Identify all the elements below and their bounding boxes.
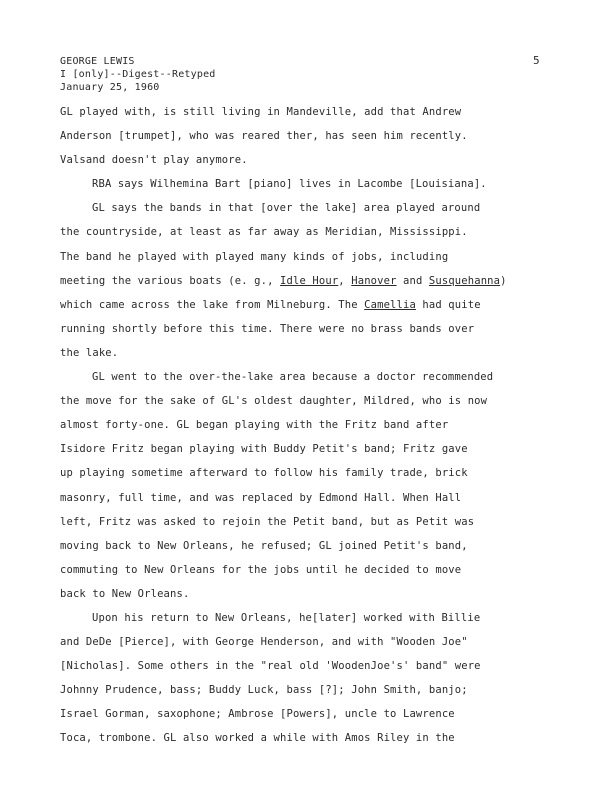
text-line — [60, 365, 560, 389]
text-span: had quite — [415, 298, 481, 311]
text-line — [60, 245, 560, 269]
text-line — [60, 630, 560, 654]
text-span: up playing sometime afterward to follow his family trade, brick — [60, 467, 468, 480]
text-span: Upon his return to New Orleans, he[later] worked with Billie — [92, 611, 481, 624]
text-line — [60, 172, 560, 196]
text-line — [60, 413, 560, 437]
header-reel: I [only]--Digest--Retyped — [60, 69, 216, 80]
text-span: GL played with, is still living in Mandeville, add that Andrew — [60, 106, 462, 118]
text-span: masonry, full time, and was replaced by Edmond Hall. When Hall — [60, 491, 462, 504]
text-span: Toca, trombone. GL also worked a while with Amos Riley in the — [60, 732, 455, 745]
text-span: ) — [500, 274, 507, 287]
text-line — [60, 100, 560, 124]
text-line — [60, 606, 560, 630]
text-span: RBA says Wilhemina Bart [piano] lives in Lacombe [Louisiana]. — [92, 178, 487, 191]
text-line — [60, 654, 560, 678]
text-line — [60, 317, 560, 341]
text-span: the countryside, at least as far away as Meridian, Mississippi. — [60, 226, 468, 239]
text-line — [60, 220, 560, 244]
text-span: the move for the sake of GL's oldest daughter, Mildred, who is now — [60, 395, 488, 408]
text-line — [60, 702, 560, 726]
text-span: almost forty-one. GL began playing with the Fritz band after — [60, 419, 449, 432]
text-line — [60, 148, 560, 172]
text-line — [60, 341, 560, 365]
text-line — [60, 486, 560, 510]
text-span: and — [396, 274, 429, 287]
transcript-body — [60, 100, 560, 751]
text-line — [60, 293, 560, 317]
text-line — [60, 678, 560, 702]
text-line — [60, 510, 560, 534]
text-span: moving back to New Orleans, he refused; GL joined Petit's band, — [60, 539, 468, 552]
page-number: 5 — [533, 54, 540, 67]
text-line — [60, 534, 560, 558]
text-line — [60, 389, 560, 413]
text-span: [Nicholas]. Some others in the "real old 'WoodenJoe's' band" were — [60, 660, 481, 673]
header-name: GEORGE LEWIS — [60, 56, 135, 67]
text-span: left, Fritz was asked to rejoin the Petit band, but as Petit was — [60, 515, 475, 528]
header-date: January 25, 1960 — [60, 82, 160, 93]
text-line — [60, 461, 560, 485]
text-span: meeting the various boats (e. g., — [60, 274, 281, 287]
text-line — [60, 437, 560, 461]
text-span: which came across the lake from Milneburg. The — [60, 298, 365, 311]
text-span: running shortly before this time. There were no brass bands over — [60, 322, 475, 335]
text-span: back to New Orleans. — [60, 587, 190, 600]
text-line — [60, 582, 560, 606]
text-span: Anderson [trumpet], who was reared ther, has seen him recently. — [60, 130, 468, 143]
underlined-title: Susquehanna — [428, 274, 501, 287]
text-span: The band he played with played many kinds of jobs, including — [60, 250, 449, 263]
text-span: Valsand doesn't play anymore. — [60, 154, 248, 167]
text-span: , — [338, 274, 352, 287]
text-line — [60, 558, 560, 582]
text-span: the lake. — [60, 346, 119, 359]
text-span: GL went to the over-the-lake area because a doctor recommended — [92, 371, 494, 384]
text-span: Isidore Fritz began playing with Buddy Petit's band; Fritz gave — [60, 443, 468, 456]
underlined-title: Idle Hour — [280, 274, 339, 287]
document-header — [60, 55, 216, 94]
text-line — [60, 196, 560, 220]
text-line — [60, 124, 560, 148]
text-span: GL says the bands in that [over the lake] area played around — [92, 202, 481, 215]
text-span: and DeDe [Pierce], with George Henderson, and with "Wooden Joe" — [60, 636, 468, 649]
text-line — [60, 726, 560, 750]
underlined-title: Hanover — [351, 274, 397, 287]
text-span: Johnny Prudence, bass; Buddy Luck, bass [?]; John Smith, banjo; — [60, 684, 468, 697]
underlined-title: Camellia — [364, 298, 416, 311]
text-span: Israel Gorman, saxophone; Ambrose [Powers], uncle to Lawrence — [60, 708, 455, 721]
text-line — [60, 269, 560, 293]
text-span: commuting to New Orleans for the jobs until he decided to move — [60, 563, 462, 576]
